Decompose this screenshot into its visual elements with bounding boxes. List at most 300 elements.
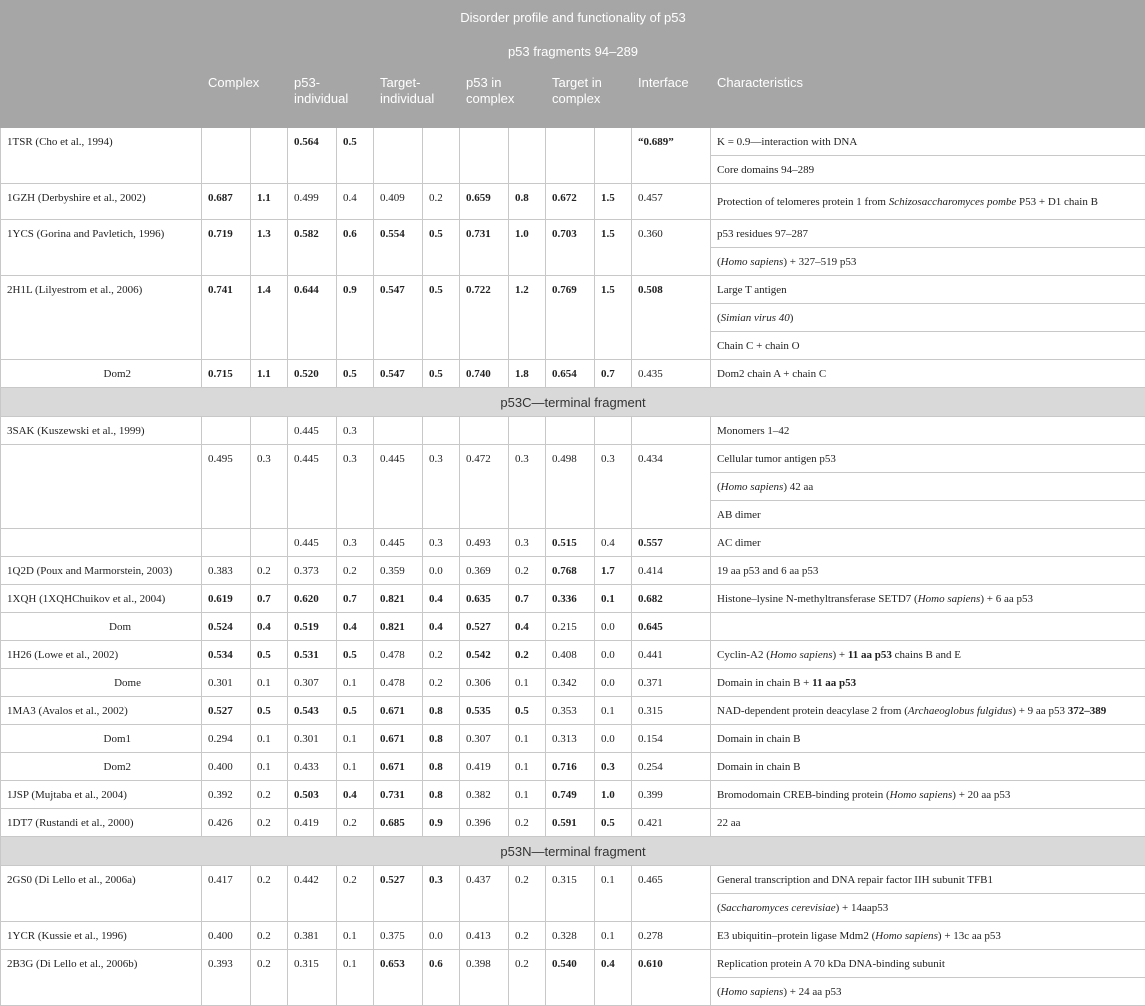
cell: [460, 360, 509, 388]
cell: [288, 641, 337, 669]
cell: 0.307: [288, 669, 337, 697]
cell-value: 0.654: [552, 368, 577, 380]
cell: 0.1: [595, 922, 632, 950]
cell-value: 0.591: [552, 817, 577, 829]
text: ) + 14aap53: [836, 902, 889, 914]
cell: 0.419: [288, 809, 337, 837]
cell: 0.2: [251, 557, 288, 585]
cell: [423, 866, 460, 922]
cell: 0.0: [595, 669, 632, 697]
cell: 0.3: [595, 445, 632, 529]
cell: [423, 220, 460, 276]
cell: [423, 725, 460, 753]
cell: [460, 128, 509, 184]
cell: 0.1: [337, 725, 374, 753]
cell-value: 0.4: [257, 621, 271, 633]
cell: [595, 557, 632, 585]
cell: 0.353: [546, 697, 595, 725]
cell-value: 1.5: [601, 192, 615, 204]
characteristics: [711, 697, 1145, 725]
cell: 0.294: [202, 725, 251, 753]
cell-value: 0.557: [638, 537, 663, 549]
characteristics: [711, 248, 1145, 276]
cell: 0.215: [546, 613, 595, 641]
cell: [202, 128, 251, 184]
cell: 0.413: [460, 922, 509, 950]
cell-value: 0.8: [515, 192, 529, 204]
cell: 0.3: [509, 529, 546, 557]
cell: 0.1: [509, 725, 546, 753]
cell-value: 0.8: [429, 705, 443, 717]
cell: [251, 613, 288, 641]
row-name: 1XQH (1XQHChuikov et al., 2004): [1, 585, 202, 613]
cell-value: 1.8: [515, 368, 529, 380]
cell-value: 0.4: [601, 958, 615, 970]
cell: 0.382: [460, 781, 509, 809]
characteristics: Chain C + chain O: [711, 332, 1145, 360]
characteristics: Core domains 94–289: [711, 156, 1145, 184]
cell: [202, 184, 251, 220]
cell: [423, 360, 460, 388]
text-bold: 11 aa p53: [848, 649, 892, 661]
cell-value: 1.2: [515, 284, 529, 296]
cell: [509, 276, 546, 360]
cell: [546, 184, 595, 220]
cell: 0.1: [509, 781, 546, 809]
cell: [202, 417, 251, 445]
cell-value: 1.1: [257, 368, 271, 380]
cell-value: 0.535: [466, 705, 491, 717]
cell: [337, 128, 374, 184]
cell: 0.445: [374, 445, 423, 529]
cell: [509, 641, 546, 669]
cell: [251, 220, 288, 276]
text: ) + 9 aa p53: [1012, 705, 1067, 717]
cell: [595, 276, 632, 360]
col-header: Characteristics: [711, 69, 1145, 128]
characteristics: Domain in chain B: [711, 753, 1145, 781]
cell: 0.2: [509, 922, 546, 950]
cell-value: 0.645: [638, 621, 663, 633]
cell: 0.3: [337, 445, 374, 529]
cell: 0.433: [288, 753, 337, 781]
characteristics: [711, 613, 1145, 641]
cell: [251, 276, 288, 360]
cell: [202, 529, 251, 557]
cell: 0.419: [460, 753, 509, 781]
text: (: [717, 312, 721, 324]
cell: 0.1: [337, 669, 374, 697]
text: (: [717, 256, 721, 268]
cell-value: 0.5: [343, 136, 357, 148]
cell: [460, 641, 509, 669]
cell: 0.1: [251, 753, 288, 781]
cell-value: 0.703: [552, 228, 577, 240]
col-header: p53 in complex: [460, 69, 546, 128]
cell: [595, 220, 632, 276]
cell: [202, 360, 251, 388]
cell: 0.4: [595, 529, 632, 557]
cell: 0.2: [423, 184, 460, 220]
cell: [337, 613, 374, 641]
cell-value: 0.9: [429, 817, 443, 829]
cell: [509, 697, 546, 725]
cell-value: 0.731: [380, 789, 405, 801]
cell: 0.0: [423, 557, 460, 585]
text: ) +: [833, 649, 848, 661]
cell: 0.1: [595, 866, 632, 922]
cell: 0.278: [632, 922, 711, 950]
cell: [546, 753, 595, 781]
cell: [251, 529, 288, 557]
cell: [595, 128, 632, 184]
cell: [374, 276, 423, 360]
cell: [460, 697, 509, 725]
cell: [288, 128, 337, 184]
cell: [251, 641, 288, 669]
cell: 0.392: [202, 781, 251, 809]
cell-value: 0.619: [208, 593, 233, 605]
cell: [337, 276, 374, 360]
row-name: Dome: [1, 669, 202, 697]
cell-value: 0.671: [380, 733, 405, 745]
characteristics: General transcription and DNA repair factor IIH subunit TFB1: [711, 866, 1145, 894]
cell: 0.399: [632, 781, 711, 809]
cell-value: 0.5: [429, 284, 443, 296]
cell: [288, 585, 337, 613]
cell: 0.2: [337, 866, 374, 922]
cell: 0.0: [423, 922, 460, 950]
text-italic: Homo sapiens: [918, 593, 981, 605]
cell: 0.3: [337, 417, 374, 445]
text: ) + 20 aa p53: [952, 789, 1010, 801]
cell: 0.4: [337, 184, 374, 220]
cell: 0.499: [288, 184, 337, 220]
section-header: p53N—terminal fragment: [1, 837, 1145, 866]
cell: 0.2: [337, 809, 374, 837]
cell: [632, 585, 711, 613]
row-name: 1YCS (Gorina and Pavletich, 1996): [1, 220, 202, 276]
cell: [251, 417, 288, 445]
row-name: 1GZH (Derbyshire et al., 2002): [1, 184, 202, 220]
row-name: 1H26 (Lowe et al., 2002): [1, 641, 202, 669]
cell: 0.434: [632, 445, 711, 529]
cell-value: 0.4: [343, 621, 357, 633]
cell: [374, 753, 423, 781]
row-name: 2B3G (Di Lello et al., 2006b): [1, 950, 202, 1006]
text-italic: Homo sapiens: [890, 789, 953, 801]
cell-value: 0.6: [343, 228, 357, 240]
cell: [288, 220, 337, 276]
cell-value: 0.527: [466, 621, 491, 633]
row-name: [1, 529, 202, 557]
cell: 0.441: [632, 641, 711, 669]
cell: [546, 128, 595, 184]
cell-value: 0.1: [601, 593, 615, 605]
cell: 0.398: [460, 950, 509, 1006]
cell-value: 0.682: [638, 593, 663, 605]
cell: [374, 781, 423, 809]
cell: 0.2: [509, 950, 546, 1006]
text-italic: Homo sapiens: [721, 481, 784, 493]
text: Protection of telomeres protein 1 from: [717, 196, 889, 208]
cell: 0.313: [546, 725, 595, 753]
cell-value: 0.620: [294, 593, 319, 605]
cell: 0.400: [202, 753, 251, 781]
cell: [546, 360, 595, 388]
cell: [288, 697, 337, 725]
cell-value: 0.740: [466, 368, 491, 380]
characteristics: [711, 585, 1145, 613]
text: (: [717, 481, 721, 493]
cell: [202, 613, 251, 641]
cell: 0.442: [288, 866, 337, 922]
characteristics: 19 aa p53 and 6 aa p53: [711, 557, 1145, 585]
cell: [288, 276, 337, 360]
row-name: Dom2: [1, 753, 202, 781]
cell: 0.342: [546, 669, 595, 697]
cell-value: 0.6: [429, 958, 443, 970]
cell-value: 0.671: [380, 761, 405, 773]
cell-value: 0.687: [208, 192, 233, 204]
cell-value: 0.722: [466, 284, 491, 296]
cell: [251, 360, 288, 388]
cell-value: 0.4: [515, 621, 529, 633]
text: (: [717, 986, 721, 998]
characteristics: Dom2 chain A + chain C: [711, 360, 1145, 388]
cell-value: 0.5: [257, 705, 271, 717]
row-name: 1Q2D (Poux and Marmorstein, 2003): [1, 557, 202, 585]
cell: 0.421: [632, 809, 711, 837]
cell: [595, 360, 632, 388]
cell: [423, 613, 460, 641]
cell: [374, 585, 423, 613]
cell-value: 0.524: [208, 621, 233, 633]
cell: 0.307: [460, 725, 509, 753]
cell: [595, 184, 632, 220]
cell: [374, 128, 423, 184]
cell: [337, 360, 374, 388]
col-header: Complex: [202, 69, 288, 128]
cell: [509, 220, 546, 276]
text: Domain in chain B +: [717, 677, 812, 689]
cell-value: 0.564: [294, 136, 319, 148]
cell: [337, 697, 374, 725]
cell-value: 0.635: [466, 593, 491, 605]
characteristics: [711, 781, 1145, 809]
cell: 0.2: [251, 950, 288, 1006]
cell: 0.445: [374, 529, 423, 557]
text: chains B and E: [892, 649, 961, 661]
cell: [288, 781, 337, 809]
cell: 0.435: [632, 360, 711, 388]
cell: 0.465: [632, 866, 711, 922]
cell-value: 0.5: [601, 817, 615, 829]
cell-value: 0.547: [380, 368, 405, 380]
cell: 0.306: [460, 669, 509, 697]
cell-value: 0.5: [515, 705, 529, 717]
cell: [374, 866, 423, 922]
cell-value: 0.671: [380, 705, 405, 717]
cell: 0.254: [632, 753, 711, 781]
cell: 0.493: [460, 529, 509, 557]
cell: [251, 585, 288, 613]
cell-value: 0.659: [466, 192, 491, 204]
cell: 0.2: [251, 922, 288, 950]
text: ) + 327–519 p53: [783, 256, 856, 268]
cell: 0.457: [632, 184, 711, 220]
cell: [595, 950, 632, 1006]
cell: 0.0: [595, 725, 632, 753]
cell: 0.445: [288, 445, 337, 529]
cell-value: 1.3: [257, 228, 271, 240]
cell-value: 0.540: [552, 958, 577, 970]
cell: [546, 781, 595, 809]
cell-value: 0.8: [429, 733, 443, 745]
cell: [595, 585, 632, 613]
cell-value: 0.9: [343, 284, 357, 296]
cell: [595, 781, 632, 809]
cell: [509, 360, 546, 388]
cell: 0.396: [460, 809, 509, 837]
cell: 0.417: [202, 866, 251, 922]
text: ): [790, 312, 794, 324]
cell: [460, 613, 509, 641]
cell: 0.478: [374, 669, 423, 697]
cell: [546, 529, 595, 557]
cell: 0.2: [251, 809, 288, 837]
cell: 0.2: [423, 641, 460, 669]
cell: [546, 220, 595, 276]
cell: 0.1: [251, 725, 288, 753]
cell-value: 0.719: [208, 228, 233, 240]
cell: 0.400: [202, 922, 251, 950]
cell-value: 0.8: [429, 761, 443, 773]
cell-value: 0.5: [257, 649, 271, 661]
characteristics: [711, 894, 1145, 922]
cell-value: 0.547: [380, 284, 405, 296]
cell: [546, 809, 595, 837]
cell: [337, 220, 374, 276]
cell: 0.3: [423, 529, 460, 557]
cell-value: 1.5: [601, 284, 615, 296]
cell: [632, 529, 711, 557]
cell-value: 0.5: [429, 228, 443, 240]
cell: 0.375: [374, 922, 423, 950]
cell: [632, 276, 711, 360]
cell: [546, 417, 595, 445]
cell: [202, 276, 251, 360]
cell-value: 0.821: [380, 621, 405, 633]
cell: 0.360: [632, 220, 711, 276]
section-header: p53 fragments 94–289: [1, 35, 1145, 69]
cell: [509, 184, 546, 220]
characteristics: Cellular tumor antigen p53: [711, 445, 1145, 473]
cell-value: 1.0: [601, 789, 615, 801]
cell-value: 0.519: [294, 621, 319, 633]
cell-value: 1.7: [601, 565, 615, 577]
cell-value: 1.0: [515, 228, 529, 240]
header-empty: [1, 69, 202, 128]
cell: [546, 585, 595, 613]
cell-value: 0.715: [208, 368, 233, 380]
cell-value: 0.3: [601, 761, 615, 773]
characteristics: [711, 922, 1145, 950]
cell: 0.408: [546, 641, 595, 669]
cell: 0.0: [595, 641, 632, 669]
characteristics: K = 0.9—interaction with DNA: [711, 128, 1145, 156]
cell-value: 0.3: [429, 874, 443, 886]
cell-value: 0.653: [380, 958, 405, 970]
cell-value: 0.4: [343, 789, 357, 801]
text-italic: Homo sapiens: [875, 930, 938, 942]
cell: [595, 417, 632, 445]
cell: 0.426: [202, 809, 251, 837]
cell: [288, 613, 337, 641]
cell: [423, 585, 460, 613]
text: ) + 13c aa p53: [938, 930, 1001, 942]
cell: [546, 950, 595, 1006]
characteristics: p53 residues 97–287: [711, 220, 1145, 248]
cell: 0.328: [546, 922, 595, 950]
cell-value: 1.1: [257, 192, 271, 204]
cell: 0.301: [288, 725, 337, 753]
cell: [374, 950, 423, 1006]
cell: [251, 184, 288, 220]
cell: [423, 276, 460, 360]
cell: 0.472: [460, 445, 509, 529]
cell: [374, 613, 423, 641]
cell-value: 0.769: [552, 284, 577, 296]
cell-value: 0.531: [294, 649, 319, 661]
characteristics: Replication protein A 70 kDa DNA-binding subunit: [711, 950, 1145, 978]
cell: [374, 220, 423, 276]
cell-value: 1.4: [257, 284, 271, 296]
cell: 0.414: [632, 557, 711, 585]
cell-value: 0.2: [515, 649, 529, 661]
cell-value: 0.4: [429, 621, 443, 633]
col-header: p53-individual: [288, 69, 374, 128]
cell: 0.3: [509, 445, 546, 529]
characteristics: [711, 473, 1145, 501]
text-italic: Homo sapiens: [721, 986, 784, 998]
cell-value: 1.5: [601, 228, 615, 240]
cell: [423, 809, 460, 837]
cell: [632, 950, 711, 1006]
text: E3 ubiquitin–protein ligase Mdm2 (: [717, 930, 875, 942]
row-name: 1TSR (Cho et al., 1994): [1, 128, 202, 184]
characteristics: [711, 184, 1145, 220]
cell-value: 0.7: [601, 368, 615, 380]
cell: [460, 276, 509, 360]
row-name: 2GS0 (Di Lello et al., 2006a): [1, 866, 202, 922]
cell-value: 0.768: [552, 565, 577, 577]
cell: 0.1: [595, 697, 632, 725]
cell-value: 0.7: [257, 593, 271, 605]
cell-value: 0.741: [208, 284, 233, 296]
cell: 0.315: [546, 866, 595, 922]
cell: [423, 128, 460, 184]
row-name: Dom1: [1, 725, 202, 753]
text-italic: Saccharomyces cerevisiae: [721, 902, 836, 914]
cell: 0.1: [509, 669, 546, 697]
section-header: p53C—terminal fragment: [1, 388, 1145, 417]
cell: [509, 613, 546, 641]
cell: 0.2: [509, 866, 546, 922]
cell: 0.2: [423, 669, 460, 697]
text-bold: 372–389: [1068, 705, 1107, 717]
cell-value: 0.5: [343, 649, 357, 661]
